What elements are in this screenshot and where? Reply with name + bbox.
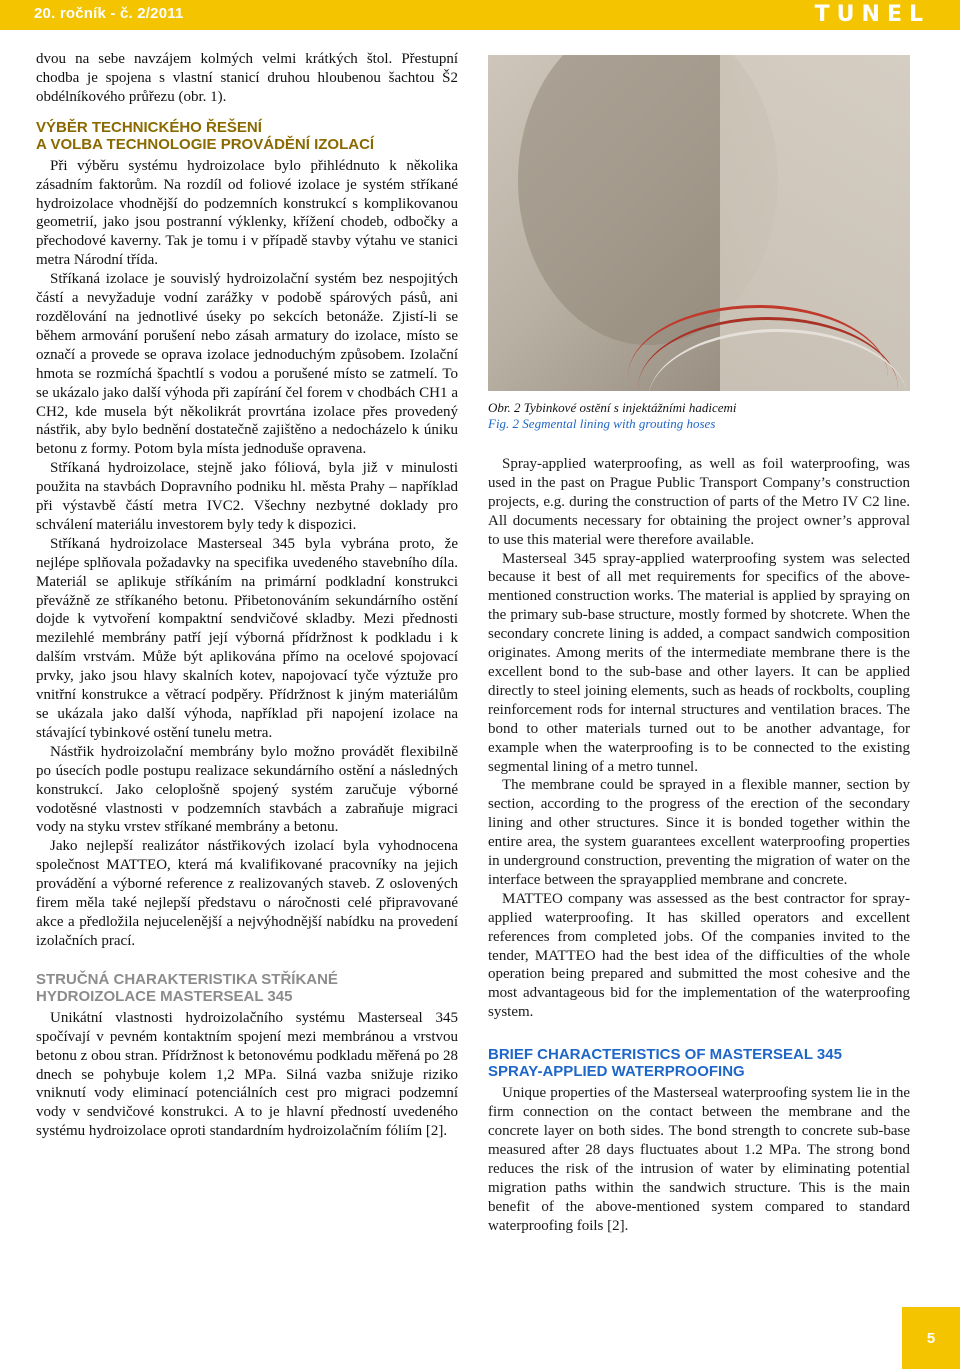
heading-line: HYDROIZOLACE MASTERSEAL 345	[36, 987, 293, 1005]
body-paragraph: Stříkaná hydroizolace Masterseal 345 byla vybrána proto, že nejlépe splňovala požadavky na specifika uvedeného stavebního díla. Materiál se aplikuje stříkáním na primární podkladní konstrukci převážně ze stříkaného betonu. Přibetonováním sekundárního ostění dojde k vytvoření kompaktní sendvičové skladby. Mezi přednosti mezilehlé membrány patří její výborná přídržnost k podkladu i k dalším vrstvám. Může být aplikována přímo na ocelové spojovací prvky, jako jsou hlavy skalních kotev, napojovací tyče výztuže pro vnitřní konstrukce a větrací podpěry. Přídržnost k jiným materiálům se ukázala jako další výhoda, například při napojení izolace na stávající tybinkové ostění tunelu metra.	[36, 535, 458, 741]
right-column	[488, 455, 910, 1235]
body-paragraph: Stříkaná hydroizolace, stejně jako fóliová, byla již v minulosti použita na stavbách Dopravního podniku hl. města Prahy – například při výstavbě částí metra IVC2. Všechny nezbytné doklady pro schválení materiálu investorem byly tedy k dispozici.	[36, 460, 458, 533]
body-paragraph: Při výběru systému hydroizolace bylo přihlédnuto k několika zásadním faktorům. Na rozdíl od foliové izolace je systém stříkané hydroizolace vhodnější do podzemních konstrukcí s komplikovanou geometrií, jako jsou postranní výklenky, křížení chodeb, odbočky a přechodové kaverny. Tak je tomu i v případě stavby výtahu ve stanici metra Národní třída.	[36, 157, 458, 269]
page-number: 5	[902, 1307, 960, 1369]
body-paragraph: Unikátní vlastnosti hydroizolačního systému Masterseal 345 spočívají v pevném kontaktním spojení mezi membránou a vrstvou betonu z obou stran. Přídržnost k betonovému podkladu měřená po 28 dnech se pohybuje kolem 1,2 MPa. Silná vazba snižuje riziko vniknutí vody eliminací potenciálních cest pro migraci podzemní vody v sendvičové konstrukci. A to je hlavní předností uvedeného systému hydroizolace oproti standardním hydroizolačním fóliím [2].	[36, 1009, 458, 1140]
section-heading-2	[36, 971, 458, 1005]
section-heading-en	[488, 1046, 910, 1080]
heading-line: VÝBĚR TECHNICKÉHO ŘEŠENÍ	[36, 118, 262, 136]
caption-english: Fig. 2 Segmental lining with grouting hoses	[488, 416, 716, 431]
issue-label: 20. ročník - č. 2/2011	[34, 5, 184, 22]
body-paragraph: Masterseal 345 spray-applied waterproofing system was selected because it best of all met requirements for specifics of the above-mentioned construction works. The material is applied by spraying on the primary sub-base structure, mostly formed by shotcrete. When the secondary concrete lining is added, a compact sandwich composition originates. Among merits of the intermediate membrane there is the excellent bond to the sub-base and other layers. It can be applied directly to steel joining elements, such as heads of rockbolts, coupling reinforcement rods for internal structures and ventilation braces. The bond to other materials turned out to be another advantage, for example when the waterproofing is to be connected to the existing segmental lining of a metro tunnel.	[488, 550, 910, 775]
figure-caption	[488, 400, 910, 432]
body-paragraph: MATTEO company was assessed as the best contractor for spray-applied waterproofing. It has skilled operators and excellent references from completed jobs. Of the companies invited to the tender, MATTEO had the best idea of the difficulties of the whole operation being prepared and submitted the most cohesive and the most advantageous bid for the implementation of the waterproofing system.	[488, 890, 910, 1021]
header-bar	[0, 0, 960, 30]
heading-line: STRUČNÁ CHARAKTERISTIKA STŘÍKANÉ	[36, 970, 338, 988]
heading-line: A VOLBA TECHNOLOGIE PROVÁDĚNÍ IZOLACÍ	[36, 135, 375, 153]
body-paragraph: Jako nejlepší realizátor nástřikových izolací byla vyhodnocena společnost MATTEO, která má kvalifikované pracovníky na jejich provádění a výborné reference z realizovaných staveb. Z oslovených firem měla také nejlepší představu o náročnosti celé připravované akce a předložila nejucelenější a nejvýhodnější nabídku na provedení izolačních prací.	[36, 838, 458, 949]
body-paragraph: Stříkaná izolace je souvislý hydroizolační systém bez nespojitých částí a nevyžaduje vodní zarážky v podobě spárových pásů, ani rozdělování na jednotlivé úseky po sekcích betonáže. Zjistí-li se během armování porušení nebo zásah armatury do izolace, místo se označí a provede se oprava izolace jednoduchým způsobem. Izolační hmota se rozmíchá špachtlí s vodou a porušené místo se zatmelí. To se ukázalo jako další výhoda při zapírání čel forem v chodbách CH1 a CH2, kde musela být několikrát provrtána izolace přes provedený nástřik, aby bylo bednění dostatečně zajištěno a nedocházelo k úniku betonu z formy. Potom byla místa jednoduše opravena.	[36, 271, 458, 458]
left-column	[36, 50, 458, 1141]
intro-paragraph: dvou na sebe navzájem kolmých velmi krátkých štol. Přestupní chodba je spojena s vlastní stanicí druhou hloubenou šachtou Š2 obdélníkového průřezu (obr. 1).	[36, 51, 458, 105]
body-paragraph: Spray-applied waterproofing, as well as foil waterproofing, was used in the past on Prague Public Transport Company’s construction projects, e.g. during the construction of parts of the Metro IV C2 line. All documents necessary for obtaining the project owner’s approval to use this material were therefore available.	[488, 456, 910, 548]
caption-czech: Obr. 2 Tybinkové ostění s injektážními hadicemi	[488, 400, 737, 415]
tunnel-lining-photo	[488, 55, 910, 391]
body-paragraph: Unique properties of the Masterseal waterproofing system lie in the firm connection on the contact between the membrane and the concrete layer on both sides. The bond strength to concrete sub-base measured after 28 days fluctuates about 1.2 MPa. The strong bond reduces the risk of the intrusion of water by eliminating potential migration paths within the sandwich structure. This is the main benefit of the above-mentioned system compared to standard waterproofing foils [2].	[488, 1085, 910, 1234]
heading-line: BRIEF CHARACTERISTICS OF MASTERSEAL 345	[488, 1046, 842, 1064]
body-paragraph: The membrane could be sprayed in a flexible manner, section by section, according to the progress of the erection of the secondary lining and other structures. Since it is bonded together within the entire area, the system guarantees excellent waterproofing properties in underground construction, preventing the migration of water on the interface between the sprayapplied membrane and concrete.	[488, 777, 910, 888]
journal-logo: TUNEL	[814, 2, 930, 27]
heading-line: SPRAY-APPLIED WATERPROOFING	[488, 1063, 745, 1081]
body-paragraph: Nástřik hydroizolační membrány bylo možno provádět flexibilně po úsecích podle postupu realizace sekundárního ostění a následných konstrukcí. Jako celoplošně spojený systém zaručuje výborné vodotěsné vlastnosti v podzemních stavbách a zabraňuje migraci vody na styku vrstev stříkané membrány a betonu.	[36, 743, 458, 836]
section-heading-1	[36, 119, 458, 153]
